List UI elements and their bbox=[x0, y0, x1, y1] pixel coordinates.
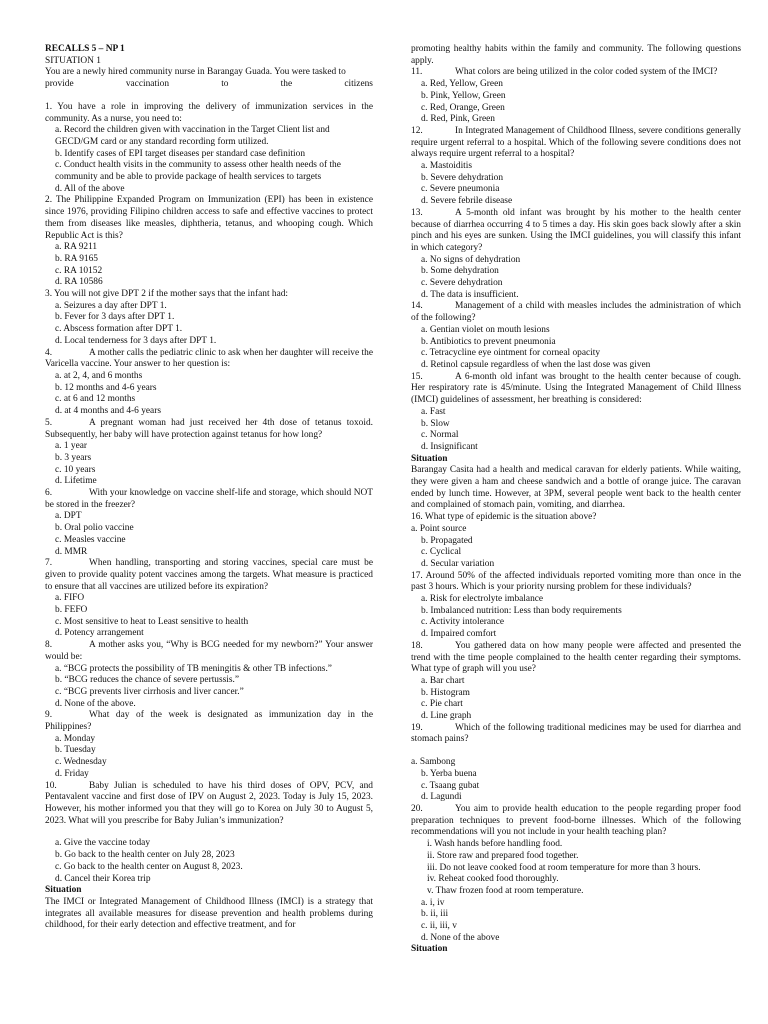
q6-option-c: c. Measles vaccine bbox=[55, 534, 126, 545]
q18-option-c: c. Pie chart bbox=[421, 699, 463, 710]
q7-option-b: b. FEFO bbox=[55, 605, 88, 616]
question-12: 12. In Integrated Management of Childhood Illness, severe conditions generally require urgent referral to a hospital. Which of the following severe conditions does not always require urgent referral to a hospital? bbox=[411, 125, 741, 160]
q14-option-b: b. Antibiotics to prevent pneumonia bbox=[421, 336, 556, 347]
q5-option-a: a. 1 year bbox=[55, 441, 88, 452]
q18-option-a: a. Bar chart bbox=[421, 675, 465, 686]
question-17: 17. Around 50% of the affected individuals reported vomiting more than once in the past 3 hours. Which is your priority nursing problem for these individuals? bbox=[411, 570, 741, 593]
q6-option-a: a. DPT bbox=[55, 511, 82, 522]
question-3: 3. You will not give DPT 2 if the mother says that the infant had: bbox=[45, 289, 289, 300]
q10-option-b: b. Go back to the health center on July 28, 2023 bbox=[55, 850, 235, 861]
q16-option-c: c. Cyclical bbox=[421, 547, 462, 558]
question-15: 15. A 6-month old infant was brought to the health center because of cough. Her respiratory rate is 45/minute. Using the Integrated Management of Child Illness (IMCI) guidelines of assessment, her breathing is considered: bbox=[411, 371, 741, 406]
question-9: 9. What day of the week is designated as immunization day in the Philippines? bbox=[45, 710, 373, 733]
q2-option-b: b. RA 9165 bbox=[55, 253, 98, 264]
q16-option-b: b. Propagated bbox=[421, 535, 473, 546]
q20-option-d: d. None of the above bbox=[421, 932, 500, 943]
q17-option-c: c. Activity intolerance bbox=[421, 617, 505, 628]
situation-3-label: Situation bbox=[411, 453, 448, 464]
q4-option-b: b. 12 months and 4-6 years bbox=[55, 382, 157, 393]
q3-option-d: d. Local tenderness for 3 days after DPT 1. bbox=[55, 335, 217, 346]
q4-option-a: a. at 2, 4, and 6 months bbox=[55, 370, 143, 381]
q19-option-c: c. Tsaang gubat bbox=[421, 780, 480, 791]
situation-3-text: Barangay Casita had a health and medical caravan for elderly patients. While waiting, they were given a ham and cheese sandwich and a bottle of orange juice. The caravan ended by lunch time. However, at 3PM, several people went back to the health center and complained of stomach pain, vomiting, and diarrhea. bbox=[411, 465, 741, 511]
q20-option-b: b. ii, iii bbox=[421, 909, 449, 920]
question-10: 10. Baby Julian is scheduled to have his third doses of OPV, PCV, and Pentavalent vaccine and first dose of IPV on August 2, 2023. Today is July 15, 2023. However, his mother informed you that they will go to Korea on July 30 to August 5, 2023. What will you prescribe for Baby Julian’s immunization? bbox=[45, 780, 373, 826]
q12-option-c: c. Severe pneumonia bbox=[421, 184, 500, 195]
q7-option-a: a. FIFO bbox=[55, 593, 85, 604]
q10-option-a: a. Give the vaccine today bbox=[55, 838, 151, 849]
q20-item-ii: ii. Store raw and prepared food together. bbox=[427, 850, 579, 861]
q20-item-v: v. Thaw frozen food at room temperature. bbox=[427, 885, 584, 896]
question-2: 2. The Philippine Expanded Program on Immunization (EPI) has been in existence since 1976, providing Filipino children access to safe and effective vaccines to protect them from diseases like measles, diphtheria, tetanus, and whooping cough. Which Republic Act is this? bbox=[45, 195, 373, 241]
q8-option-a: a. “BCG protects the possibility of TB meningitis & other TB infections.” bbox=[55, 663, 332, 674]
q10-option-d: d. Cancel their Korea trip bbox=[55, 873, 151, 884]
q17-option-d: d. Impaired comfort bbox=[421, 629, 497, 640]
q19-option-d: d. Lagundi bbox=[421, 792, 462, 803]
q2-option-c: c. RA 10152 bbox=[55, 265, 103, 276]
q13-option-a: a. No signs of dehydration bbox=[421, 254, 521, 265]
q7-option-d: d. Potency arrangement bbox=[55, 628, 144, 639]
q8-option-b: b. “BCG reduces the chance of severe pertussis.” bbox=[55, 675, 240, 686]
question-8: 8. A mother asks you, “Why is BCG needed for my newborn?” Your answer would be: bbox=[45, 640, 373, 662]
q9-option-a: a. Monday bbox=[55, 733, 96, 744]
situation-1-text: You are a newly hired community nurse in Barangay Guada. You were tasked to bbox=[45, 67, 346, 78]
q6-option-b: b. Oral polio vaccine bbox=[55, 523, 134, 534]
q19-option-b: b. Yerba buena bbox=[421, 768, 477, 779]
q20-option-a: a. i, iv bbox=[421, 897, 445, 908]
q9-option-d: d. Friday bbox=[55, 768, 89, 779]
q8-option-d: d. None of the above. bbox=[55, 698, 136, 709]
q11-option-b: b. Pink, Yellow, Green bbox=[421, 90, 506, 101]
situation-4-label: Situation bbox=[411, 944, 448, 955]
q7-option-c: c. Most sensitive to heat to Least sensitive to health bbox=[55, 616, 249, 627]
q12-option-d: d. Severe febrile disease bbox=[421, 196, 513, 207]
question-1: 1. You have a role in improving the delivery of immunization services in the community. As a nurse, you need to: bbox=[45, 101, 373, 124]
question-20: 20. You aim to provide health education to the people regarding proper food preparation techniques to prevent food-borne illnesses. Which of the following recommendations will you not include in your health teaching plan? bbox=[411, 804, 741, 838]
q20-item-iv: iv. Reheat cooked food thoroughly. bbox=[427, 874, 559, 885]
question-19: 19. Which of the following traditional medicines may be used for diarrhea and stomach pains? bbox=[411, 722, 741, 745]
question-7: 7. When handling, transporting and storing vaccines, special care must be given to provide quality potent vaccines among the targets. What measure is practiced to ensure that all vaccines are utilized before its expiration? bbox=[45, 558, 373, 592]
situation-2-label: Situation bbox=[45, 885, 82, 896]
q13-option-b: b. Some dehydration bbox=[421, 266, 499, 277]
q9-option-b: b. Tuesday bbox=[55, 745, 96, 756]
q2-option-d: d. RA 10586 bbox=[55, 277, 103, 288]
q3-option-a: a. Seizures a day after DPT 1. bbox=[55, 300, 167, 311]
q5-option-c: c. 10 years bbox=[55, 464, 96, 475]
question-5: 5. A pregnant woman had just received her 4th dose of tetanus toxoid. Subsequently, her baby will have protection against tetanus for how long? bbox=[45, 417, 373, 440]
question-6: 6. With your knowledge on vaccine shelf-life and storage, which should NOT be stored in the freezer? bbox=[45, 488, 373, 510]
question-16: 16. What type of epidemic is the situation above? bbox=[411, 512, 597, 523]
q12-option-a: a. Mastoiditis bbox=[421, 161, 473, 172]
q12-option-b: b. Severe dehydration bbox=[421, 172, 504, 183]
situation-1-text-line2: provide vaccination to the citizens bbox=[45, 79, 373, 90]
q20-item-iii: iii. Do not leave cooked food at room temperature for more than 3 hours. bbox=[427, 862, 701, 873]
question-18: 18. You gathered data on how many people were affected and presented the trend with the time people complained to the health center regarding their symptoms. What type of graph will you use? bbox=[411, 640, 741, 675]
q1-option-c: c. Conduct health visits in the community to assess other health needs of the community and be able to provide package of health services to targets bbox=[55, 160, 341, 183]
q20-option-c: c. ii, iii, v bbox=[421, 921, 457, 932]
q15-option-c: c. Normal bbox=[421, 430, 459, 441]
question-4: 4. A mother calls the pediatric clinic to ask when her daughter will receive the Varicella vaccine. Your answer to her question is: bbox=[45, 347, 373, 370]
q11-option-c: c. Red, Orange, Green bbox=[421, 102, 505, 113]
q16-option-d: d. Secular variation bbox=[421, 558, 495, 569]
question-11: 11. What colors are being utilized in the color coded system of the IMCI? bbox=[411, 67, 718, 78]
q19-option-a: a. Sambong bbox=[411, 757, 456, 768]
q17-option-a: a. Risk for electrolyte imbalance bbox=[421, 594, 544, 605]
q8-option-c: c. “BCG prevents liver cirrhosis and liver cancer.” bbox=[55, 686, 244, 697]
q15-option-d: d. Insignificant bbox=[421, 441, 478, 452]
q14-option-d: d. Retinol capsule regardless of when the last dose was given bbox=[421, 359, 651, 370]
q18-option-d: d. Line graph bbox=[421, 711, 472, 722]
q20-item-i: i. Wash hands before handling food. bbox=[427, 839, 563, 850]
q1-option-b: b. Identify cases of EPI target diseases per standard case definition bbox=[55, 148, 306, 159]
q11-option-a: a. Red, Yellow, Green bbox=[421, 79, 503, 90]
question-14: 14. Management of a child with measles includes the administration of which of the following? bbox=[411, 301, 741, 324]
q13-option-c: c. Severe dehydration bbox=[421, 278, 503, 289]
q11-option-d: d. Red, Pink, Green bbox=[421, 114, 495, 125]
q6-option-d: d. MMR bbox=[55, 546, 88, 557]
left-column bbox=[45, 44, 373, 932]
situation-2-continued: promoting healthy habits within the family and community. The following questions apply. bbox=[411, 44, 741, 66]
q17-option-b: b. Imbalanced nutrition: Less than body requirements bbox=[421, 605, 622, 616]
q10-option-c: c. Go back to the health center on August 8, 2023. bbox=[55, 861, 243, 872]
q15-option-a: a. Fast bbox=[421, 406, 446, 417]
q18-option-b: b. Histogram bbox=[421, 687, 470, 698]
q3-option-b: b. Fever for 3 days after DPT 1. bbox=[55, 312, 175, 323]
q4-option-d: d. at 4 months and 4-6 years bbox=[55, 406, 161, 417]
q4-option-c: c. at 6 and 12 months bbox=[55, 394, 136, 405]
q16-option-a: a. Point source bbox=[411, 523, 467, 534]
q2-option-a: a. RA 9211 bbox=[55, 242, 98, 253]
q1-option-d: d. All of the above bbox=[55, 183, 125, 194]
q15-option-b: b. Slow bbox=[421, 418, 450, 429]
right-column bbox=[411, 44, 741, 956]
q14-option-c: c. Tetracycline eye ointment for corneal opacity bbox=[421, 348, 601, 359]
situation-2-text: The IMCI or Integrated Management of Childhood Illness (IMCI) is a strategy that integrates all available measures for disease prevention and health problems during childhood, for their early detection and effective treatment, and for bbox=[45, 896, 373, 931]
question-13: 13. A 5-month old infant was brought by his mother to the health center because of diarrhea occurring 4 to 5 times a day. His skin goes back slowly after a skin pinch and his eyes are sunken. Using the IMCI guidelines, you will classify this infant in which category? bbox=[411, 207, 741, 253]
q9-option-c: c. Wednesday bbox=[55, 757, 107, 768]
document-title: RECALLS 5 – NP 1 bbox=[45, 44, 125, 54]
situation-1-label: SITUATION 1 bbox=[45, 55, 101, 66]
q5-option-b: b. 3 years bbox=[55, 452, 92, 463]
q1-option-a: a. Record the children given with vaccination in the Target Client list and GECD/GM card or any standard recording form utilized. bbox=[55, 125, 330, 147]
q14-option-a: a. Gentian violet on mouth lesions bbox=[421, 324, 550, 335]
q13-option-d: d. The data is insufficient. bbox=[421, 289, 519, 300]
q3-option-c: c. Abscess formation after DPT 1. bbox=[55, 324, 183, 335]
q5-option-d: d. Lifetime bbox=[55, 476, 97, 487]
